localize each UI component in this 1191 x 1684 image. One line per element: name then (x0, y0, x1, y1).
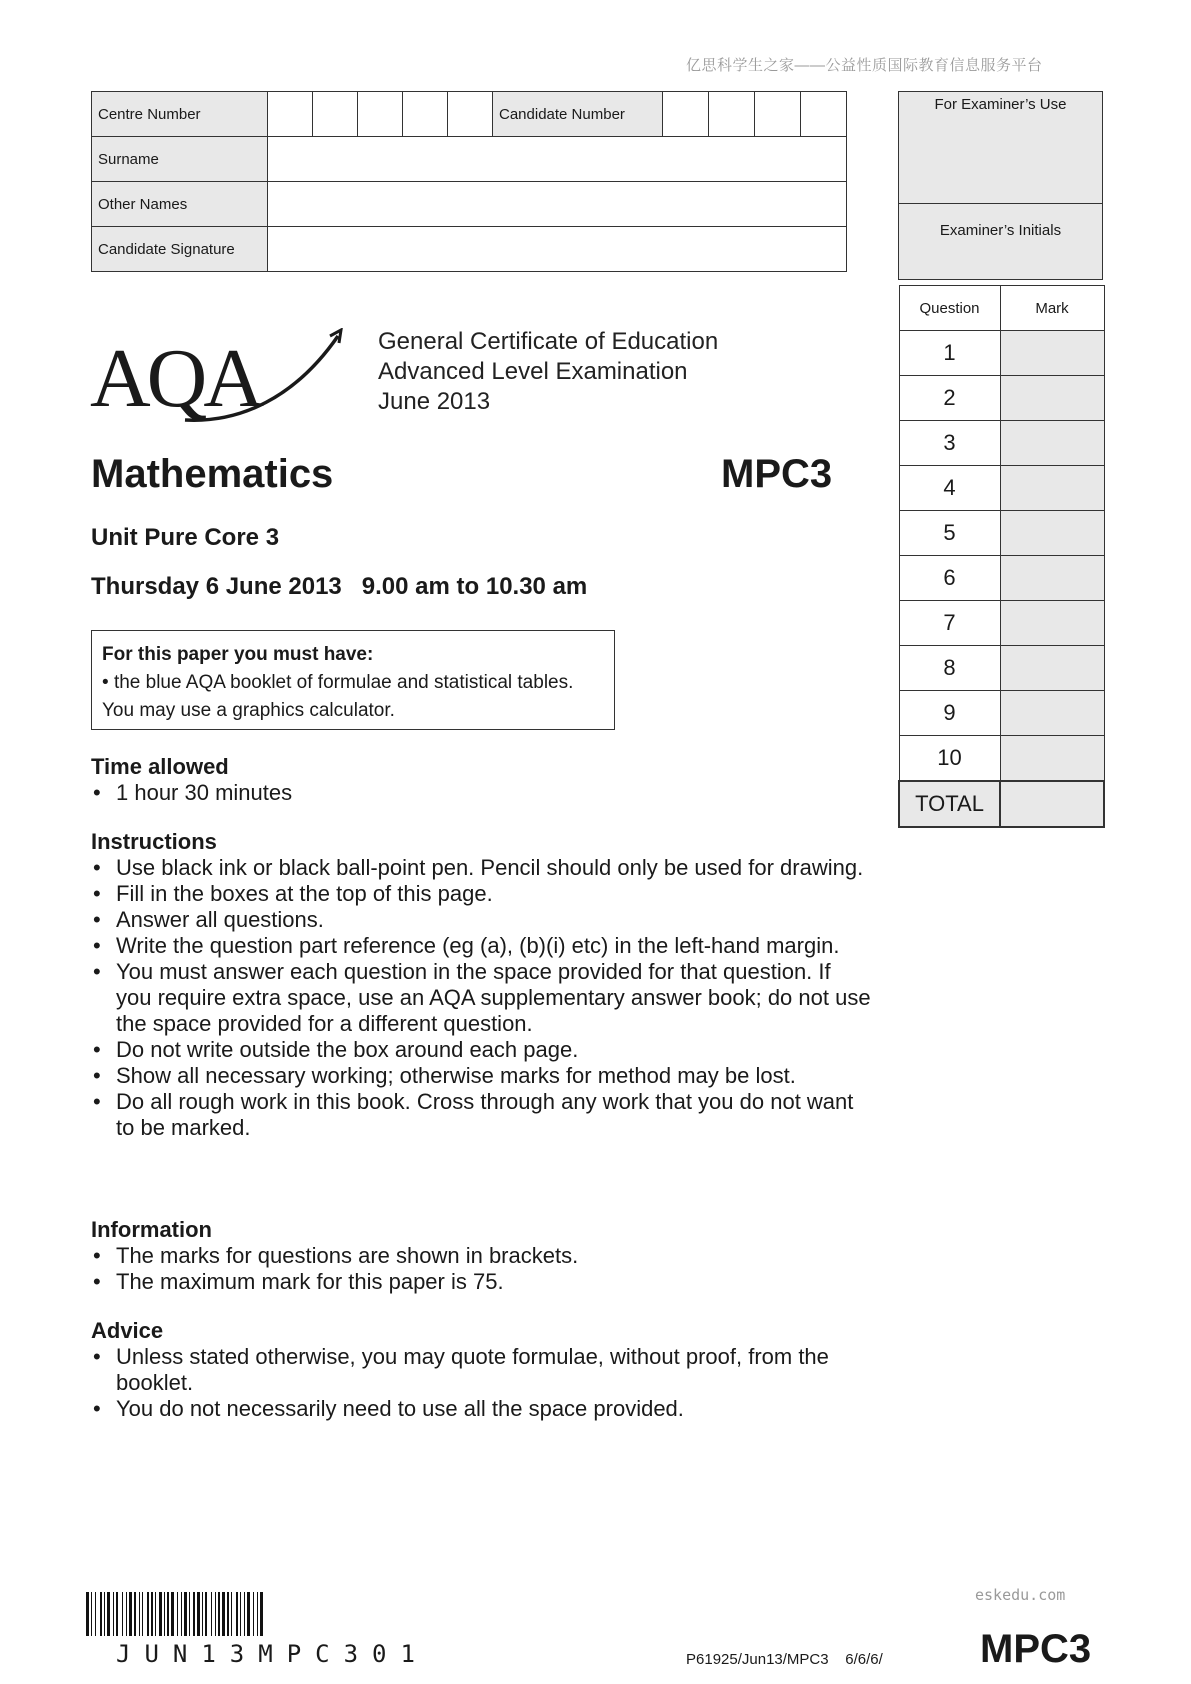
advice-item: • Unless stated otherwise, you may quote formulae, without proof, from the booklet. (91, 1344, 871, 1396)
unit-title: Unit Pure Core 3 (91, 524, 280, 551)
candidate-number-box[interactable] (801, 92, 847, 137)
question-number: 9 (899, 691, 1000, 736)
total-cell[interactable] (1000, 781, 1104, 827)
centre-number-box[interactable] (313, 92, 358, 137)
mark-cell[interactable] (1000, 601, 1104, 646)
mark-cell[interactable] (1000, 376, 1104, 421)
mark-cell[interactable] (1000, 511, 1104, 556)
instructions-heading: Instructions (91, 829, 217, 854)
question-header: Question (899, 286, 1000, 331)
time-allowed-heading: Time allowed (91, 754, 229, 779)
mark-cell[interactable] (1000, 736, 1104, 782)
information-item: • The marks for questions are shown in brackets. (91, 1243, 871, 1269)
certificate-line: General Certificate of Education (378, 328, 719, 355)
instruction-item: • Answer all questions. (91, 907, 871, 933)
other-names-label: Other Names (92, 182, 268, 227)
centre-number-box[interactable] (448, 92, 493, 137)
barcode-text: JUN13MPC301 (116, 1640, 429, 1668)
question-number: 3 (899, 421, 1000, 466)
instruction-item: • Show all necessary working; otherwise marks for method may be lost. (91, 1063, 871, 1089)
instruction-item: • Do all rough work in this book. Cross through any work that you do not want to be marked. (91, 1089, 871, 1141)
exam-datetime: Thursday 6 June 2013 9.00 am to 10.30 am (91, 573, 588, 600)
instruction-item: • You must answer each question in the space provided for that question. If you require extra space, use an AQA supplementary answer book; do not use the space provided for a different question. (91, 959, 871, 1037)
question-number: 2 (899, 376, 1000, 421)
mark-cell[interactable] (1000, 691, 1104, 736)
advice-item: • You do not necessarily need to use all the space provided. (91, 1396, 871, 1422)
subject-title: Mathematics (91, 452, 334, 496)
examiner-initials-label: Examiner’s Initials (898, 204, 1103, 280)
certificate-line: June 2013 (378, 388, 491, 415)
information-heading: Information (91, 1217, 212, 1242)
centre-number-box[interactable] (358, 92, 403, 137)
signature-label: Candidate Signature (92, 227, 268, 272)
candidate-number-box[interactable] (709, 92, 755, 137)
barcode (86, 1592, 438, 1636)
certificate-title (378, 327, 718, 417)
footer-code: MPC3 (980, 1627, 1092, 1671)
must-have-box (91, 630, 615, 730)
mark-cell[interactable] (1000, 556, 1104, 601)
information-item: • The maximum mark for this paper is 75. (91, 1269, 871, 1295)
candidate-number-box[interactable] (755, 92, 801, 137)
advice-section (91, 1318, 871, 1422)
paper-reference: P61925/Jun13/MPC3 6/6/6/ (686, 1651, 883, 1668)
time-allowed-item: • 1 hour 30 minutes (91, 780, 871, 806)
paper-code: MPC3 (721, 452, 833, 496)
must-have-note: You may use a graphics calculator. (102, 700, 395, 721)
aqa-logo (90, 328, 345, 428)
certificate-line: Advanced Level Examination (378, 358, 688, 385)
mark-cell[interactable] (1000, 646, 1104, 691)
mark-cell[interactable] (1000, 331, 1104, 376)
question-number: 7 (899, 601, 1000, 646)
mark-cell[interactable] (1000, 421, 1104, 466)
question-number: 10 (899, 736, 1000, 782)
watermark-top: 亿思科学生之家——公益性质国际教育信息服务平台 (686, 57, 1043, 74)
centre-number-label: Centre Number (92, 92, 268, 137)
instruction-item: • Do not write outside the box around each page. (91, 1037, 871, 1063)
examiner-use-label: For Examiner’s Use (898, 91, 1103, 204)
watermark-bottom: eskedu.com (975, 1586, 1066, 1604)
marks-table (898, 285, 1105, 828)
time-allowed-section (91, 754, 871, 806)
must-have-item: • the blue AQA booklet of formulae and statistical tables. (102, 672, 574, 693)
question-number: 5 (899, 511, 1000, 556)
examiner-panel (898, 91, 1103, 828)
instructions-section (91, 829, 871, 1141)
must-have-heading: For this paper you must have: (102, 644, 374, 665)
must-have-text: the blue AQA booklet of formulae and statistical tables. (113, 672, 574, 693)
instruction-item: • Use black ink or black ball-point pen. Pencil should only be used for drawing. (91, 855, 871, 881)
other-names-field[interactable] (268, 182, 847, 227)
advice-heading: Advice (91, 1318, 164, 1343)
mark-header: Mark (1000, 286, 1104, 331)
surname-field[interactable] (268, 137, 847, 182)
instruction-item: • Write the question part reference (eg (a), (b)(i) etc) in the left-hand margin. (91, 933, 871, 959)
candidate-number-box[interactable] (663, 92, 709, 137)
candidate-number-label: Candidate Number (493, 92, 663, 137)
instruction-item: • Fill in the boxes at the top of this page. (91, 881, 871, 907)
mark-cell[interactable] (1000, 466, 1104, 511)
signature-field[interactable] (268, 227, 847, 272)
surname-label: Surname (92, 137, 268, 182)
information-section (91, 1217, 871, 1295)
centre-number-box[interactable] (268, 92, 313, 137)
centre-number-box[interactable] (403, 92, 448, 137)
question-number: 1 (899, 331, 1000, 376)
aqa-logo-text: AQA (90, 332, 260, 425)
candidate-details-table (91, 91, 847, 272)
question-number: 6 (899, 556, 1000, 601)
total-label: TOTAL (899, 781, 1000, 827)
question-number: 4 (899, 466, 1000, 511)
question-number: 8 (899, 646, 1000, 691)
